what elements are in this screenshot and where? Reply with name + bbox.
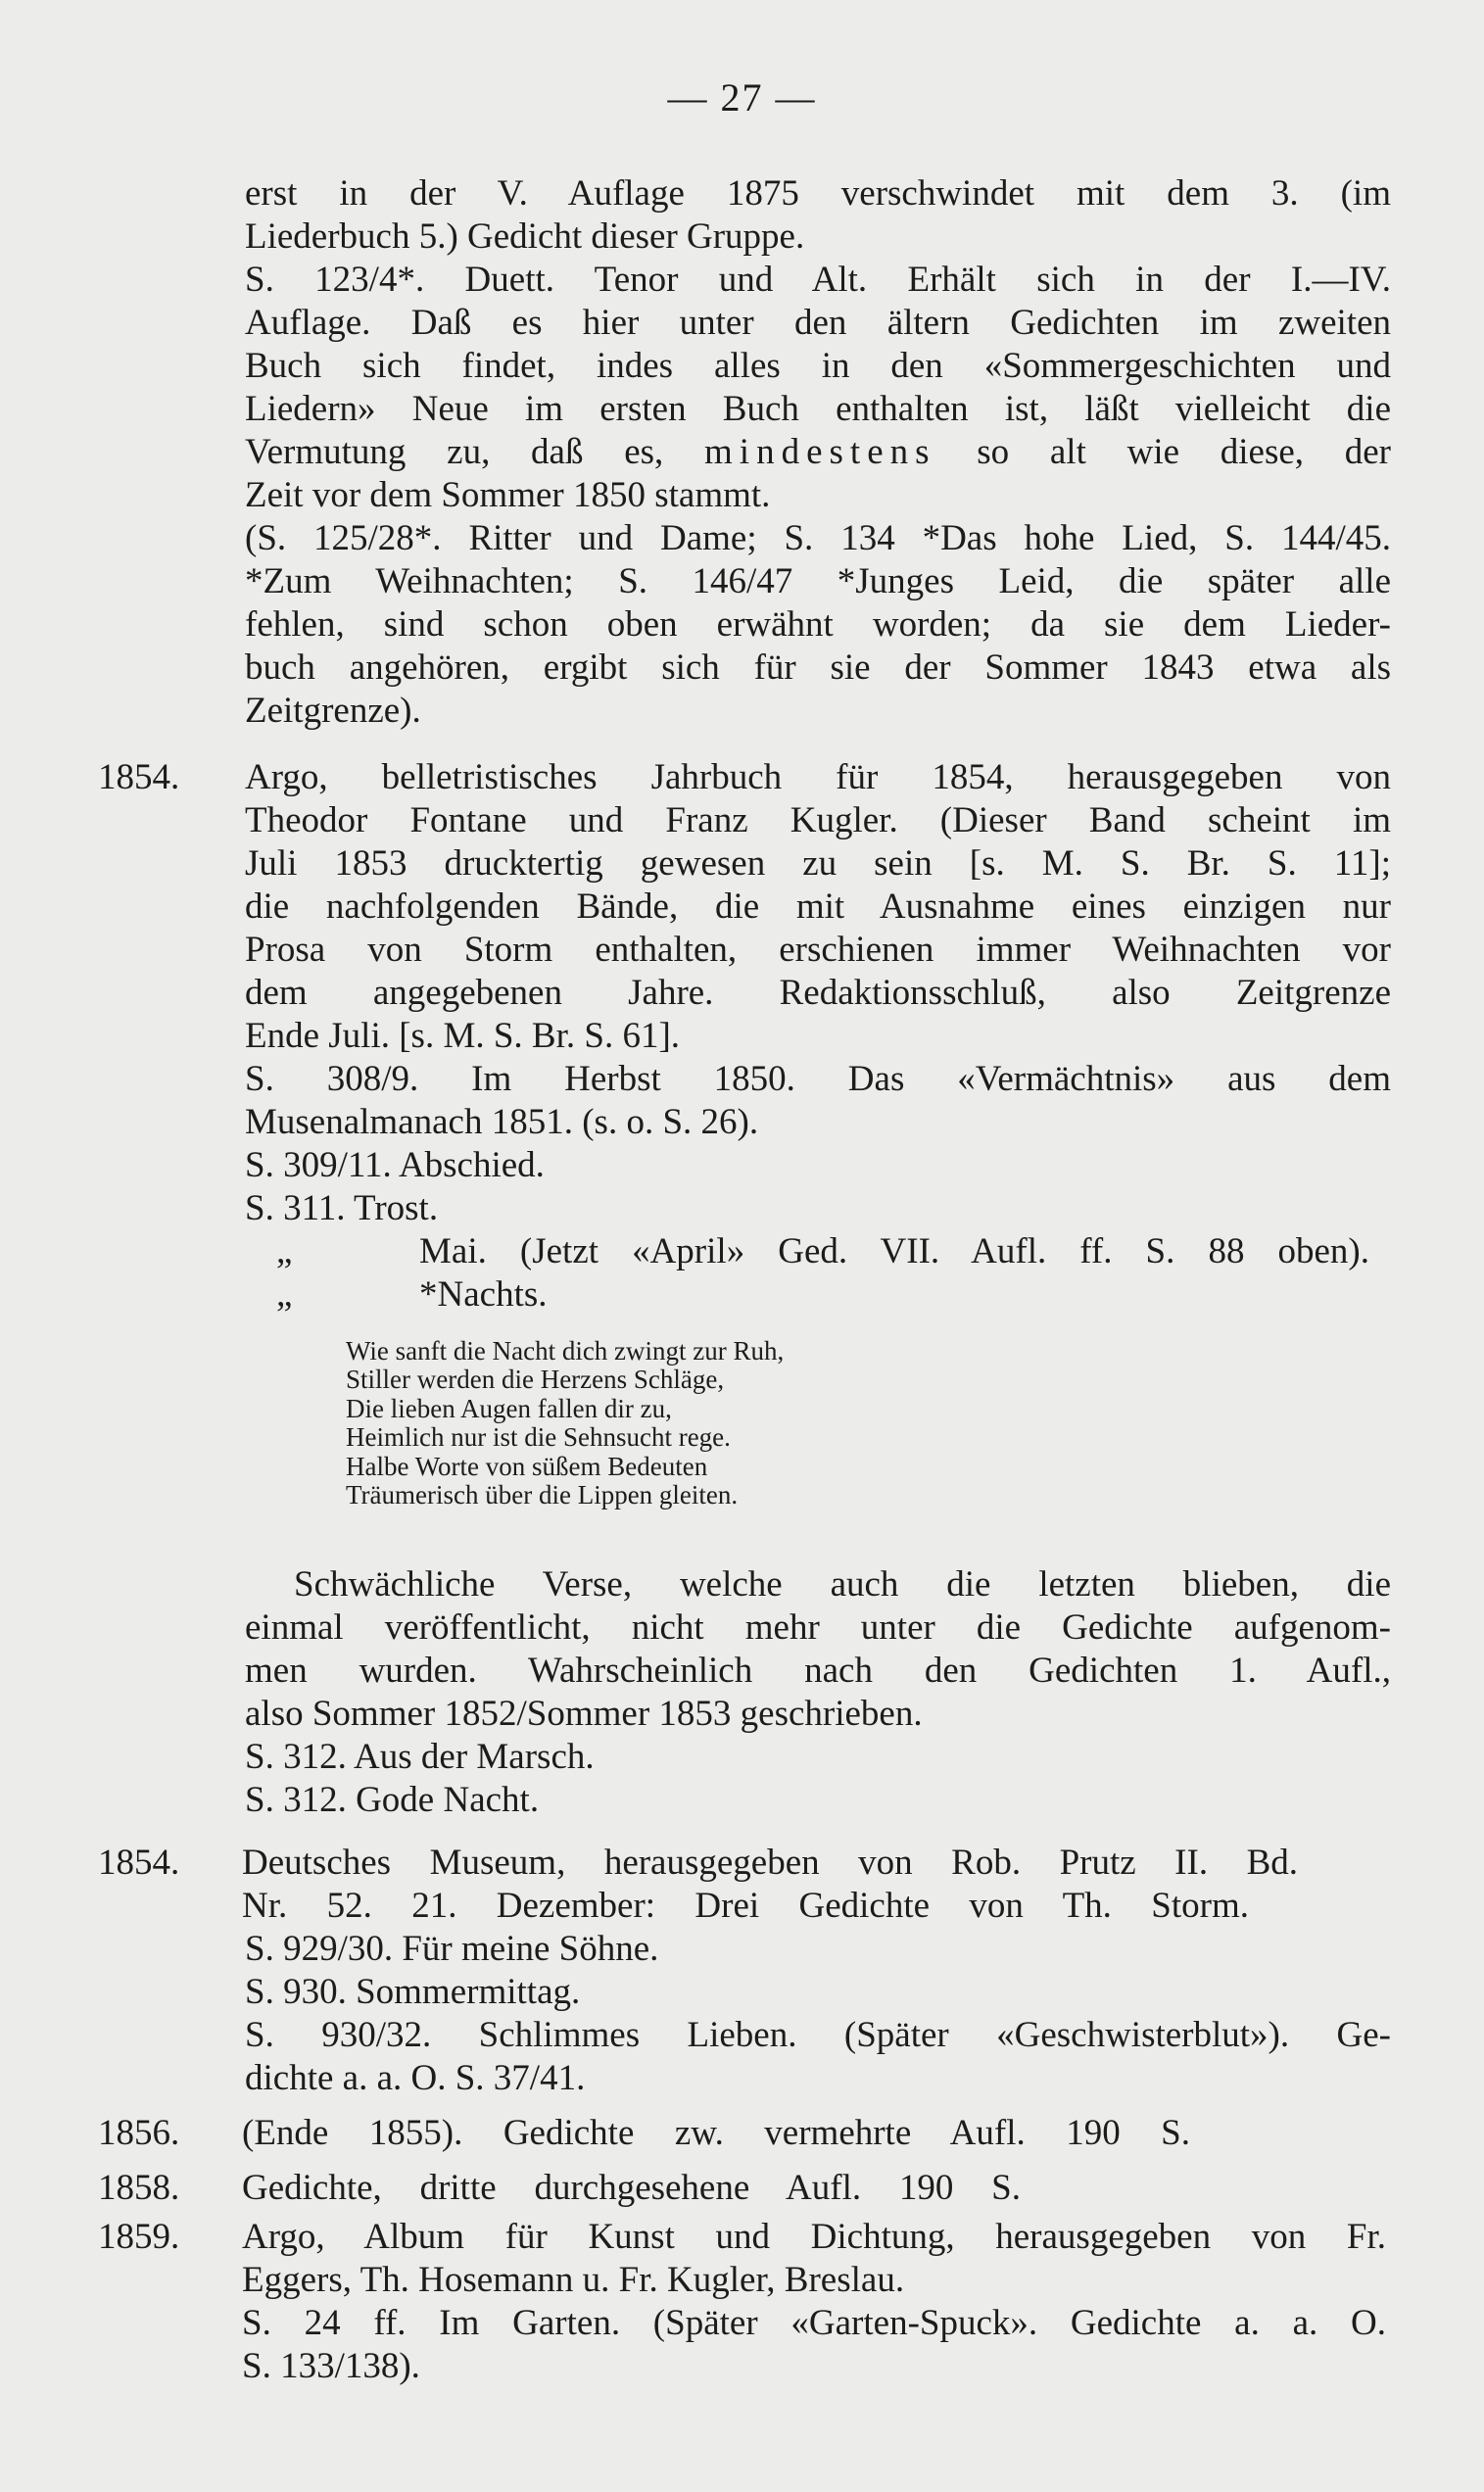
text-line: erst in der V. Auflage 1875 verschwindet mit dem 3. (im <box>245 173 1391 214</box>
text-line: Nr. 52. 21. Dezember: Drei Gedichte von Th. Storm. <box>242 1886 1249 1926</box>
text-line: S. 133/138). <box>242 2346 420 2386</box>
year-label: 1854. <box>98 757 180 797</box>
year-label: 1856. <box>98 2113 180 2153</box>
text-line: buch angehören, ergibt sich für sie der Sommer 1843 etwa als <box>245 647 1391 688</box>
text-line: *Nachts. <box>419 1274 548 1315</box>
text-line: S. 312. Aus der Marsch. <box>245 1737 595 1777</box>
ditto-mark: „ <box>276 1274 293 1315</box>
text-line: S. 308/9. Im Herbst 1850. Das «Vermächtnis» aus dem <box>245 1059 1391 1099</box>
text-line: S. 312. Gode Nacht. <box>245 1780 540 1820</box>
text-line: Theodor Fontane und Franz Kugler. (Dieser Band scheint im <box>245 800 1391 840</box>
text-line: Eggers, Th. Hosemann u. Fr. Kugler, Breslau. <box>242 2260 905 2300</box>
poem-line: Stiller werden die Herzens Schläge, <box>346 1365 725 1394</box>
text-fragment: so alt wie diese, der <box>977 432 1392 472</box>
poem-line: Wie sanft die Nacht dich zwingt zur Ruh, <box>346 1336 785 1366</box>
text-line: Prosa von Storm enthalten, erschienen immer Weihnachten vor <box>245 930 1391 970</box>
text-line: Argo, Album für Kunst und Dichtung, herausgegeben von Fr. <box>242 2217 1386 2257</box>
text-fragment: Vermutung zu, daß es, <box>245 432 664 472</box>
text-line: dichte a. a. O. S. 37/41. <box>245 2058 586 2098</box>
text-line: also Sommer 1852/Sommer 1853 geschrieben. <box>245 1694 923 1734</box>
poem-line: Heimlich nur ist die Sehnsucht rege. <box>346 1422 731 1452</box>
text-line: Liedern» Neue im ersten Buch enthalten ist, läßt vielleicht die <box>245 389 1391 429</box>
text-line: Mai. (Jetzt «April» Ged. VII. Aufl. ff. S. 88 oben). <box>419 1231 1369 1271</box>
text-line: einmal veröffentlicht, nicht mehr unter die Gedichte aufgenom- <box>245 1607 1391 1648</box>
text-line: S. 309/11. Abschied. <box>245 1145 545 1185</box>
year-label: 1858. <box>98 2168 180 2208</box>
text-line: S. 929/30. Für meine Söhne. <box>245 1929 659 1969</box>
text-line: S. 930/32. Schlimmes Lieben. (Später «Geschwisterblut»). Ge- <box>245 2015 1391 2055</box>
text-line: (S. 125/28*. Ritter und Dame; S. 134 *Das hohe Lied, S. 144/45. <box>245 518 1391 558</box>
emphasized-word: mindestens <box>704 432 936 472</box>
text-line: Zeitgrenze). <box>245 691 421 731</box>
text-line-emphasis <box>245 431 1391 474</box>
text-line: dem angegebenen Jahre. Redaktionsschluß, also Zeitgrenze <box>245 973 1391 1013</box>
text-line: men wurden. Wahrscheinlich nach den Gedichten 1. Aufl., <box>245 1651 1391 1691</box>
text-line: Schwächliche Verse, welche auch die letzten blieben, die <box>294 1564 1391 1605</box>
year-label: 1854. <box>98 1843 180 1883</box>
year-label: 1859. <box>98 2217 180 2257</box>
text-line: Buch sich findet, indes alles in den «Sommergeschichten und <box>245 346 1391 386</box>
page-number: — 27 — <box>667 75 817 120</box>
ditto-mark: „ <box>276 1231 293 1271</box>
text-line: Juli 1853 drucktertig gewesen zu sein [s. M. S. Br. S. 11]; <box>245 843 1391 884</box>
text-line: S. 24 ff. Im Garten. (Später «Garten-Spuck». Gedichte a. a. O. <box>242 2303 1386 2343</box>
text-line: die nachfolgenden Bände, die mit Ausnahme eines einzigen nur <box>245 887 1391 927</box>
text-line: Auflage. Daß es hier unter den ältern Gedichten im zweiten <box>245 303 1391 343</box>
text-line: S. 930. Sommermittag. <box>245 1972 581 2012</box>
text-line: Deutsches Museum, herausgegeben von Rob. Prutz II. Bd. <box>242 1843 1298 1883</box>
text-line: *Zum Weihnachten; S. 146/47 *Junges Leid, die später alle <box>245 561 1391 601</box>
text-line: Ende Juli. [s. M. S. Br. S. 61]. <box>245 1016 681 1056</box>
text-line: Musenalmanach 1851. (s. o. S. 26). <box>245 1102 759 1142</box>
poem-line: Die lieben Augen fallen dir zu, <box>346 1394 672 1423</box>
poem-line: Träumerisch über die Lippen gleiten. <box>346 1480 739 1510</box>
poem-line: Halbe Worte von süßem Bedeuten <box>346 1452 708 1481</box>
text-line: Zeit vor dem Sommer 1850 stammt. <box>245 475 771 515</box>
text-line: (Ende 1855). Gedichte zw. vermehrte Aufl. 190 S. <box>242 2113 1190 2153</box>
text-line: Gedichte, dritte durchgesehene Aufl. 190 S. <box>242 2168 1021 2208</box>
text-line: fehlen, sind schon oben erwähnt worden; da sie dem Lieder- <box>245 604 1391 645</box>
text-line: S. 123/4*. Duett. Tenor und Alt. Erhält sich in der I.—IV. <box>245 260 1391 300</box>
text-line: Argo, belletristisches Jahrbuch für 1854, herausgegeben von <box>245 757 1391 797</box>
text-line: S. 311. Trost. <box>245 1188 439 1228</box>
text-line: Liederbuch 5.) Gedicht dieser Gruppe. <box>245 216 805 257</box>
